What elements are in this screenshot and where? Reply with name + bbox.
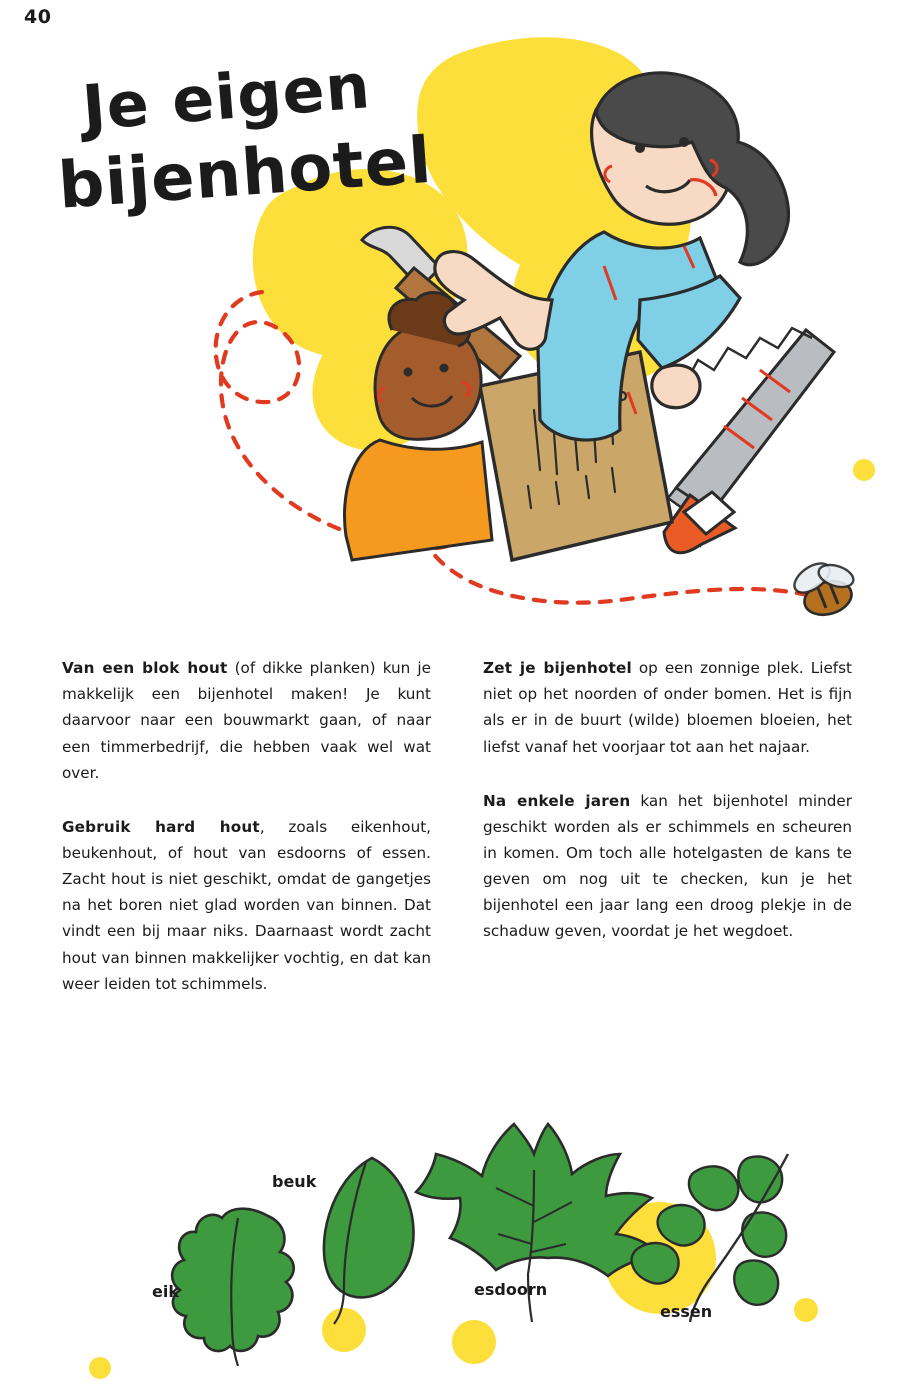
leaves-svg	[0, 1110, 910, 1400]
paragraph-body: (of dikke planken) kun je makkelijk een bijenhotel maken! Je kunt daarvoor naar een bouwmarkt gaan, of naar een timmerbedrijf, die hebben vaak wel wat over.	[62, 659, 431, 782]
left-column	[62, 640, 431, 1025]
paragraph	[62, 655, 431, 786]
handsaw-icon	[664, 328, 834, 553]
page-title	[55, 49, 482, 224]
leaf-label-beuk: beuk	[272, 1172, 317, 1191]
paragraph	[483, 655, 852, 760]
paragraph-lead: Gebruik hard hout	[62, 817, 260, 836]
paragraph-lead: Na enkele jaren	[483, 791, 631, 810]
body-columns	[62, 640, 852, 1025]
page-number: 40	[24, 6, 52, 28]
leaf-label-essen: essen	[660, 1302, 713, 1321]
paragraph	[483, 788, 852, 945]
paragraph-body: op een zonnige plek. Liefst niet op het noorden of onder bomen. Het is fijn als er in de buurt (wilde) bloemen bloeien, het liefst vanaf het voorjaar tot aan het najaar.	[483, 659, 852, 756]
leaves-illustration	[0, 1110, 910, 1400]
paragraph-lead: Van een blok hout	[62, 659, 228, 678]
beech-leaf-icon	[324, 1158, 414, 1324]
bee-icon	[789, 558, 856, 620]
page-title-line-2: bijenhotel	[55, 123, 435, 224]
paragraph-body: , zoals eikenhout, beukenhout, of hout van esdoorns of essen. Zacht hout is niet geschikt, omdat de gangetjes na het boren niet glad worden van binnen. Dat vindt een bij maar niks. Daarnaast wordt zacht hout van binnen makkelijker vochtig, en dat kan weer leiden tot schimmels.	[62, 817, 431, 993]
page-title-line-1: Je eigen	[79, 49, 374, 145]
paragraph-lead: Zet je bijenhotel	[483, 659, 632, 678]
leaf-label-esdoorn: esdoorn	[474, 1280, 548, 1299]
paragraph-body: kan het bijenhotel minder geschikt worden als er schimmels en scheuren in komen. Om toch alle hotelgasten de kans te geven om nog uit te checken, kun je het bijenhotel een jaar lang een droog plekje in de schaduw geven, voordat je het wegdoet.	[483, 791, 852, 941]
leaf-label-eik: eik	[152, 1282, 179, 1301]
right-column	[483, 640, 852, 1025]
oak-leaf-icon	[172, 1209, 294, 1366]
paragraph	[62, 814, 431, 997]
